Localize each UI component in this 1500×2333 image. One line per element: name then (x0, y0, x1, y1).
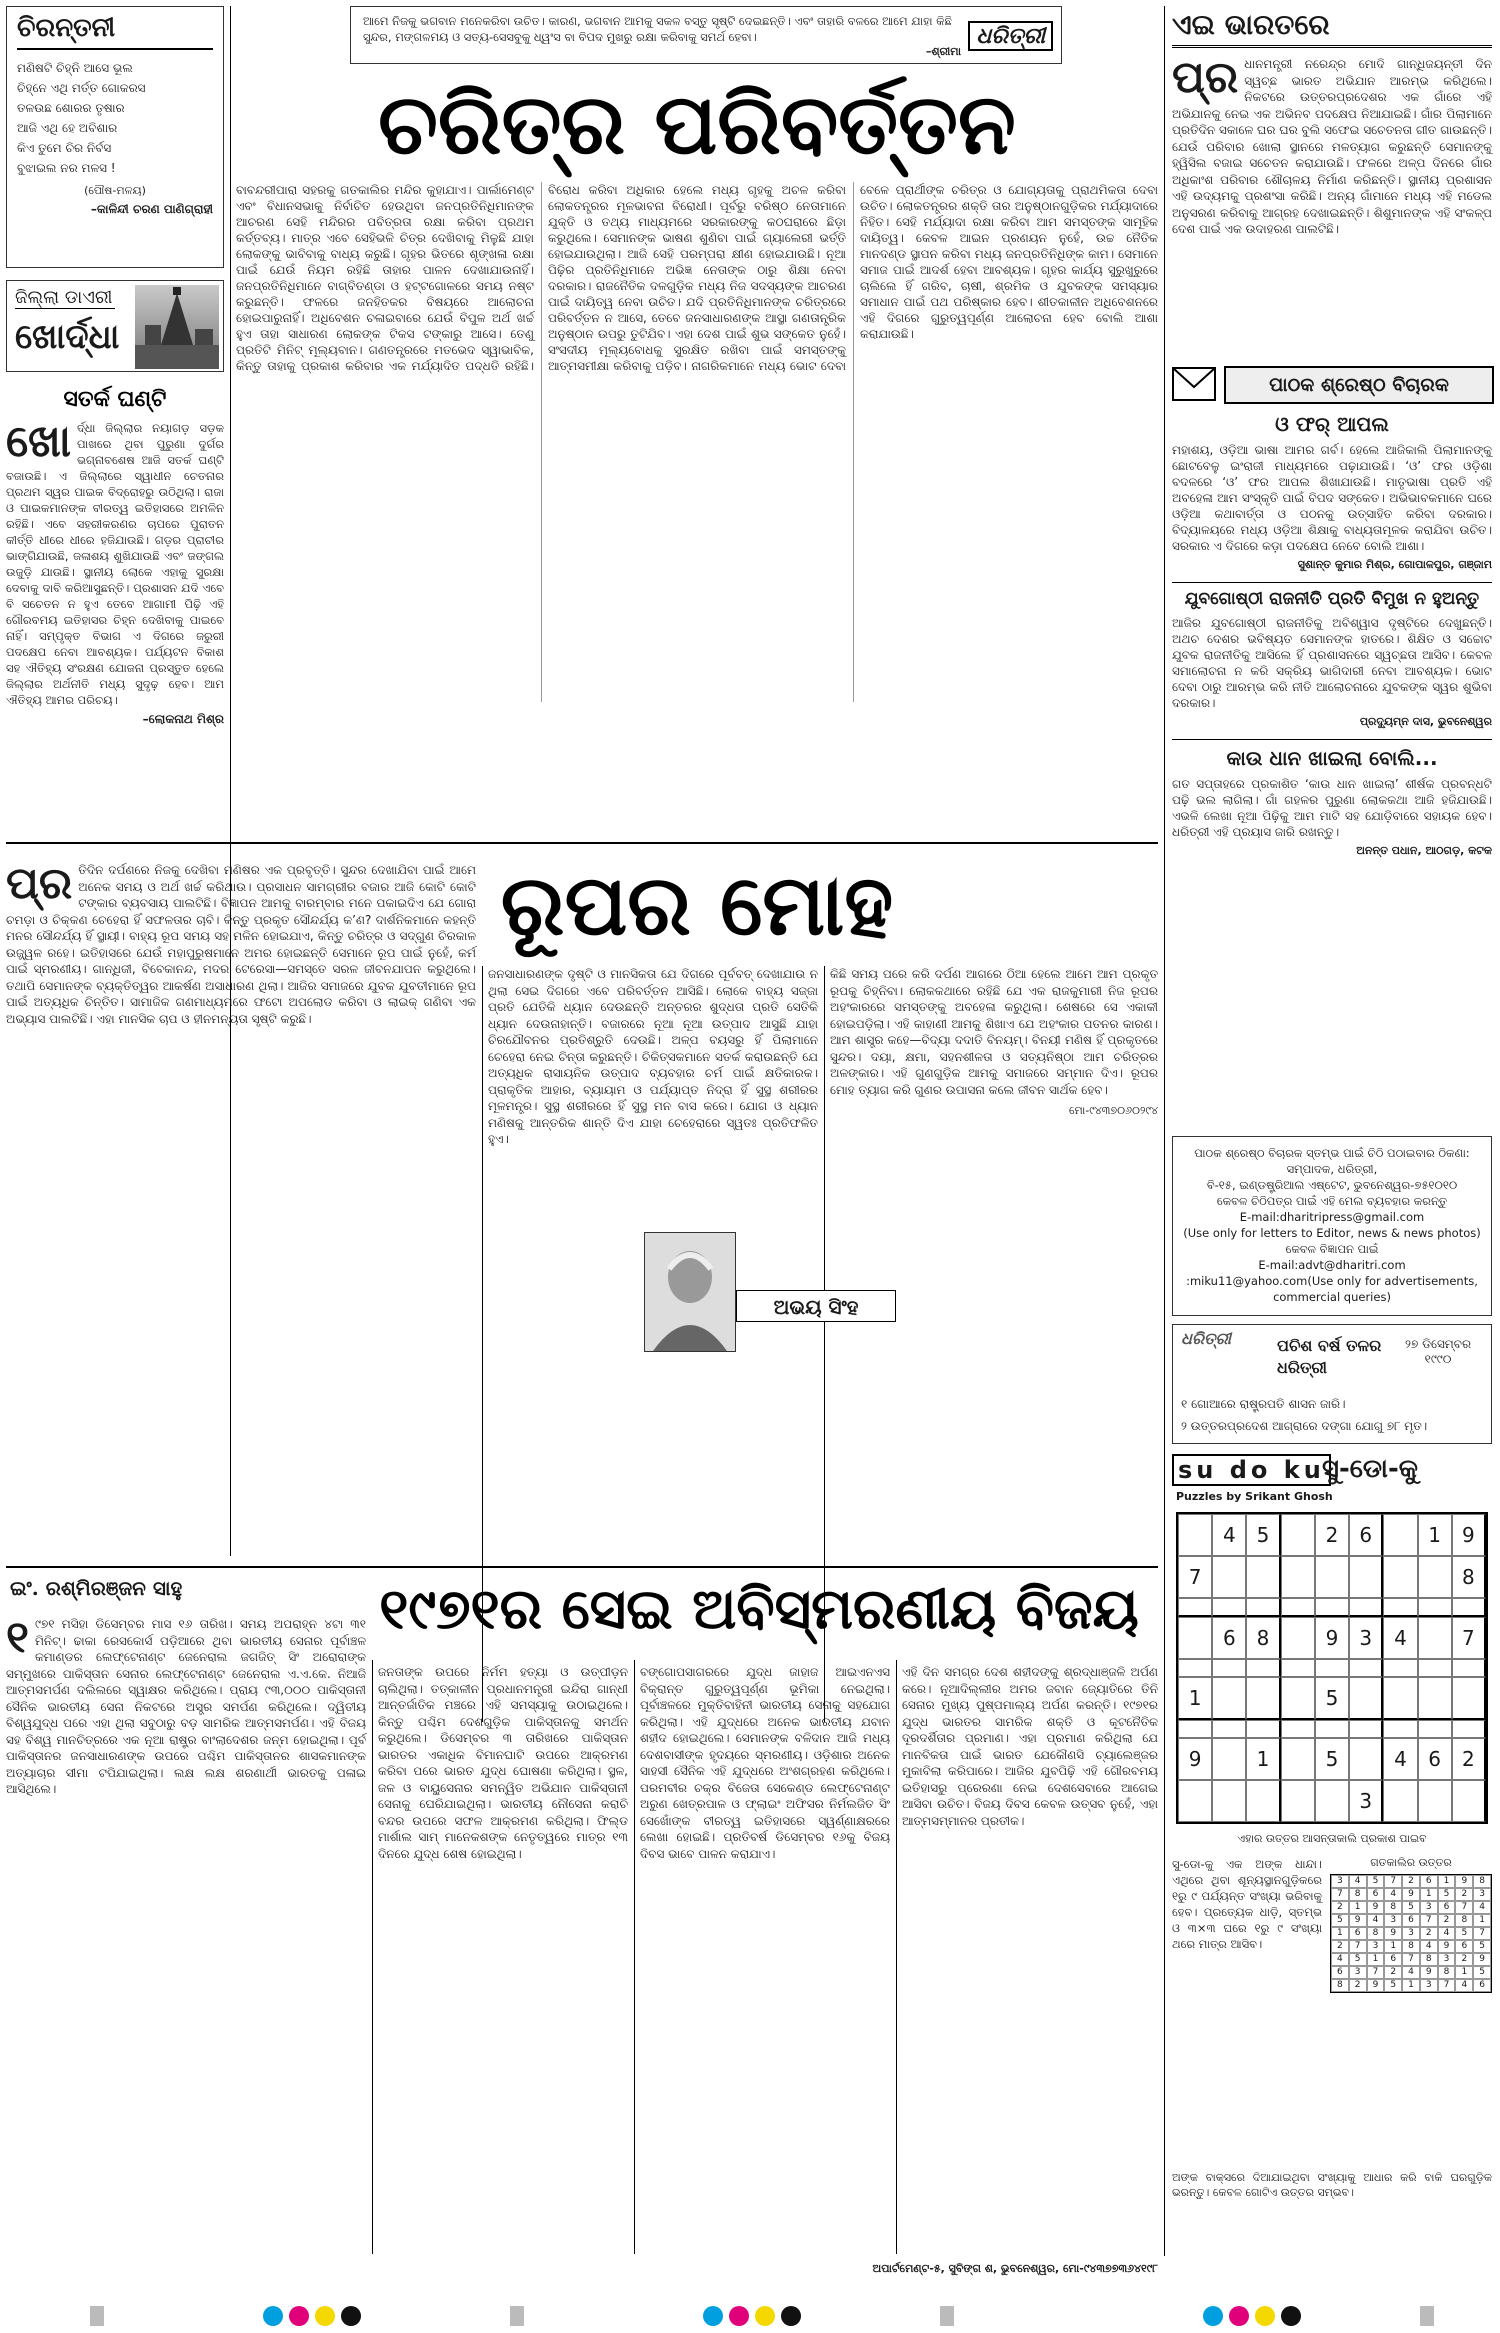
answer-cell: 7 (1331, 1888, 1349, 1901)
sudoku-cell[interactable] (1212, 1738, 1246, 1780)
answer-cell: 7 (1438, 1979, 1456, 1992)
answer-cell: 1 (1367, 1953, 1385, 1966)
sudoku-cell[interactable]: 9 (1452, 1514, 1486, 1556)
column-rule (634, 1660, 635, 2254)
sudoku-cell[interactable]: 5 (1246, 1514, 1280, 1556)
chirantani-poem (17, 58, 213, 178)
satarka-byline: –ଲୋକନାଥ ମିଶ୍ର (142, 712, 224, 726)
sudoku-cell[interactable] (1452, 1720, 1486, 1738)
answer-cell: 1 (1438, 1875, 1456, 1888)
sudoku-cell[interactable] (1383, 1514, 1417, 1556)
pachisha-box (1172, 1324, 1492, 1444)
sudoku-cell[interactable] (1281, 1556, 1315, 1598)
contact-box (1172, 1136, 1492, 1316)
pachisha-item: ୧ ଗୋଆରେ ରାଷ୍ଟ୍ରପତି ଶାସନ ଜାରି। (1181, 1397, 1346, 1411)
dharitri-logo: ଧରିତ୍ରୀ (968, 21, 1053, 51)
pachisha-date: ୨୭ ଡିସେମ୍ବର ୧୯୯୦ (1404, 1337, 1472, 1366)
author-name: ଅଭୟ ସିଂହ (736, 1290, 896, 1322)
rupara-headline: ରୂପର ମୋହ (500, 855, 894, 954)
zilla-label: ଜିଲ୍ଲା ଡାଏରୀ (15, 287, 115, 309)
answer-cell: 8 (1473, 1875, 1491, 1888)
sudoku-cell[interactable] (1349, 1598, 1383, 1617)
letter-body: ମହାଶୟ, ଓଡ଼ିଆ ଭାଷା ଆମର ଗର୍ବ। ହେଲେ ଆଜିକାଲି ପିଲାମାନଙ୍କୁ ଛୋଟବେଳୁ ଇଂରାଜୀ ମାଧ୍ୟମରେ ପଢ଼ାଯାଉଛି। ‘ଓ’ ଫର ଓଡ଼ିଶା ବଦଳରେ ‘ଓ’ ଫର ଆପଲ ଶିଖାଯାଉଛି। ମାତୃଭାଷା ପ୍ରତି ଏହି ଅବହେଳା ଆମ ସଂସ୍କୃତି ପାଇଁ ବିପଦ ସଙ୍କେତ। ଅଭିଭାବକମାନେ ଘରେ ଓଡ଼ିଆ କଥାବାର୍ତ୍ତା ଓ ପଠନକୁ ଉତ୍ସାହିତ କରିବା ଦରକାର। ବିଦ୍ୟାଳୟରେ ମଧ୍ୟ ଓଡ଼ିଆ ଶିକ୍ଷାକୁ ବାଧ୍ୟତାମୂଳକ କରାଯିବା ଉଚିତ। ସରକାର ଏ ଦିଗରେ କଡ଼ା ପଦକ୍ଷେପ ନେବେ ବୋଲି ଆଶା। (1172, 443, 1492, 553)
answer-cell: 6 (1473, 1979, 1491, 1992)
bijaya-col1-text: ୯୭୧ ମସିହା ଡିସେମ୍ବର ମାସ ୧୬ ତାରିଖ। ସମୟ ଅପରାହ୍ନ ୪ଟା ୩୧ ମିନିଟ୍। ଢାକା ରେସକୋର୍ସ ପଡ଼ିଆରେ ଥିବା ଭାରତୀୟ ସେନାର ପୂର୍ବାଞ୍ଚଳ କମାଣ୍ଡର ଲେଫ୍ଟେନାଣ୍ଟ ଜେନେରାଲ ଜଗଜିତ୍ ସିଂ ଅରୋରାଙ୍କ ସମ୍ମୁଖରେ ପାକିସ୍ତାନ ସେନାର ଲେଫ୍ଟେନାଣ୍ଟ ଜେନେରାଲ ଏ.ଏ.କେ. ନିଆଜି ଆତ୍ମସମର୍ପଣ ଦଲିଲରେ ସ୍ୱାକ୍ଷର କରିଥିଲେ। ପ୍ରାୟ ୯୩,୦୦୦ ପାକିସ୍ତାନୀ ସୈନିକ ଭାରତୀୟ ସେନା ନିକଟରେ ଅସ୍ତ୍ର ସମର୍ପଣ କରିଥିଲେ। ଦ୍ୱିତୀୟ ବିଶ୍ୱଯୁଦ୍ଧ ପରେ ଏହା ଥିଲା ସବୁଠାରୁ ବଡ଼ ସାମରିକ ଆତ୍ମସମର୍ପଣ। ଏହି ବିଜୟ ସହ ବିଶ୍ୱ ମାନଚିତ୍ରରେ ଏକ ନୂଆ ରାଷ୍ଟ୍ର ବାଂଲାଦେଶର ଜନ୍ମ ହୋଇଥିଲା। ପୂର୍ବ ପାକିସ୍ତାନର ଜନସାଧାରଣଙ୍କ ଉପରେ ପଶ୍ଚିମ ପାକିସ୍ତାନର ଶାସକମାନଙ୍କ ଅତ୍ୟାଚାର ସୀମା ଟପିଯାଇଥିଲା। ଲକ୍ଷ ଲକ୍ଷ ଶରଣାର୍ଥୀ ଭାରତକୁ ପଳାଇ ଆସିଥିଲେ। (6, 1617, 366, 1796)
answer-cell: 2 (1438, 1914, 1456, 1927)
hakara-logo: ଏଇ ଭାରତରେ (1172, 8, 1492, 48)
cyan-mark (1203, 2306, 1223, 2326)
poem-line: କିଏ ତୁମେ ଚିର ନିର୍ବସ (17, 141, 112, 155)
answer-cell: 3 (1384, 1914, 1402, 1927)
sudoku-cell[interactable] (1383, 1556, 1417, 1598)
section-rule (6, 842, 1158, 844)
answer-cell: 3 (1331, 1875, 1349, 1888)
sudoku-prev (1330, 1856, 1492, 2056)
answer-cell: 8 (1420, 1953, 1438, 1966)
sudoku-answer-grid (1330, 1874, 1492, 1993)
contact-line: କେବଳ ଚିଠିପତ୍ର ପାଇଁ ଏହି ମେଲ ବ୍ୟବହାର କରନ୍ତୁ (1216, 1194, 1448, 1208)
sudoku-answer-note: ଏହାର ଉତ୍ତର ଆସନ୍ତାକାଲି ପ୍ରକାଶ ପାଇବ (1237, 1832, 1427, 1845)
answer-cell: 8 (1402, 1940, 1420, 1953)
pathaka-banner (1172, 364, 1492, 404)
answer-cell: 6 (1367, 1888, 1385, 1901)
sudoku-cell[interactable] (1418, 1659, 1452, 1677)
answer-cell: 7 (1384, 1875, 1402, 1888)
sudoku-cell[interactable]: 6 (1212, 1617, 1246, 1659)
yellow-mark (1255, 2306, 1275, 2326)
magenta-mark (289, 2306, 309, 2326)
zilla-box (6, 280, 224, 372)
rupara-mid-text: ଜନସାଧାରଣଙ୍କ ଦୃଷ୍ଟି ଓ ମାନସିକତା ଯେ ଦିଗରେ ପୂର୍ବବତ୍ ଦେଖାଯାଉ ନ ଥିଲା ସେଇ ଦିଗରେ ଏବେ ପରିବର୍ତ୍ତନ ଆସିଛି। ଲୋକେ ବାହ୍ୟ ସଜ୍ଜା ପ୍ରତି ଯେତିକି ଧ୍ୟାନ ଦେଉଛନ୍ତି ଅନ୍ତରର ଶୁଦ୍ଧତା ପ୍ରତି ସେତିକି ଧ୍ୟାନ ଦେଉନାହାନ୍ତି। ବଜାରରେ ନୂଆ ନୂଆ ଉତ୍ପାଦ ଆସୁଛି ଯାହା ଚିରଯୌବନର ପ୍ରତିଶ୍ରୁତି ଦେଉଛି। ଅଳ୍ପ ବୟସରୁ ହିଁ ପିଲାମାନେ ଚେହେରା ନେଇ ଚିନ୍ତା କରୁଛନ୍ତି। ଚିକିତ୍ସକମାନେ ସତର୍କ କରାଉଛନ୍ତି ଯେ ଅତ୍ୟଧିକ ରାସାୟନିକ ଉତ୍ପାଦ ବ୍ୟବହାର ଚର୍ମ ପାଇଁ କ୍ଷତିକାରକ। ପ୍ରାକୃତିକ ଆହାର, ବ୍ୟାୟାମ ଓ ପର୍ଯ୍ୟାପ୍ତ ନିଦ୍ରା ହିଁ ସୁସ୍ଥ ଶରୀରର ମୂଳମନ୍ତ୍ର। ସୁସ୍ଥ ଶରୀରରେ ହିଁ ସୁସ୍ଥ ମନ ବାସ କରେ। ଯୋଗ ଓ ଧ୍ୟାନ ମଣିଷକୁ ଆନ୍ତରିକ ଶାନ୍ତି ଦିଏ ଯାହା ଚେହେରାରେ ସ୍ୱତଃ ପ୍ରତିଫଳିତ ହୁଏ। (488, 967, 818, 1146)
answer-cell: 9 (1349, 1914, 1367, 1927)
answer-cell: 5 (1402, 1901, 1420, 1914)
sudoku-cell[interactable]: 2 (1452, 1738, 1486, 1780)
sudoku-cell[interactable] (1418, 1556, 1452, 1598)
answer-cell: 2 (1455, 1953, 1473, 1966)
bijaya-headline: ୧୯୭୧ର ସେଇ ଅବିସ୍ମରଣୀୟ ବିଜୟ (379, 1576, 1139, 1642)
hakara-body (1172, 52, 1492, 238)
answer-cell: 6 (1402, 1914, 1420, 1927)
sudoku-cell[interactable] (1281, 1780, 1315, 1822)
sudoku-cell[interactable]: 7 (1178, 1556, 1212, 1598)
black-mark (781, 2306, 801, 2326)
answer-cell: 2 (1349, 1979, 1367, 1992)
sudoku-cell[interactable] (1178, 1659, 1212, 1677)
sudoku-cell[interactable] (1315, 1780, 1349, 1822)
answer-cell: 4 (1438, 1927, 1456, 1940)
answer-cell: 8 (1349, 1888, 1367, 1901)
sudoku-cell[interactable] (1349, 1720, 1383, 1738)
answer-cell: 7 (1349, 1940, 1367, 1953)
color-marks (700, 2306, 804, 2330)
sudoku-cell[interactable] (1452, 1659, 1486, 1677)
hakara-text: ଧାନମନ୍ତ୍ରୀ ନରେନ୍ଦ୍ର ମୋଦି ଗାନ୍ଧିଜୟନ୍ତୀ ଦିନ ସ୍ୱଚ୍ଛ ଭାରତ ଅଭିଯାନ ଆରମ୍ଭ କରିଥିଲେ। ନିକଟରେ ଉତ୍ତରପ୍ରଦେଶର ଏକ ଗାଁରେ ଏହି ଅଭିଯାନକୁ ନେଇ ଏକ ଅଭିନବ ପଦକ୍ଷେପ ନିଆଯାଇଛି। ଗାଁର ପିଲାମାନେ ପ୍ରତିଦିନ ସକାଳେ ଘର ଘର ବୁଲି ସଫେଇ ସଚେତନତା ଗୀତ ଗାଉଛନ୍ତି। ଯେଉଁ ପରିବାର ଖୋଲା ସ୍ଥାନରେ ମଳତ୍ୟାଗ କରୁଛନ୍ତି ସେମାନଙ୍କୁ ହ୍ୱିସିଲ ବଜାଇ ସଚେତନ କରାଯାଉଛି। ଫଳରେ ଅଳ୍ପ ଦିନରେ ଗାଁର ଅଧିକାଂଶ ପରିବାର ଶୌଚାଳୟ ନିର୍ମାଣ କରିଛନ୍ତି। ସ୍ଥାନୀୟ ପ୍ରଶାସନ ଏହି ଉଦ୍ୟମକୁ ପ୍ରଶଂସା କରିଛି। ଅନ୍ୟ ଗାଁମାନେ ମଧ୍ୟ ଏହି ମଡେଲ ଅନୁସରଣ କରିବାକୁ ଆଗ୍ରହ ଦେଖାଇଛନ୍ତି। ଶିଶୁମାନଙ୍କ ଏହି ସଂକଳ୍ପ ଦେଶ ପାଇଁ ଏକ ଉଦାହରଣ ପାଲଟିଛି। (1172, 57, 1492, 236)
sudoku-cell[interactable] (1212, 1598, 1246, 1617)
sudoku-prev-label: ଗତକାଲିର ଉତ୍ତର (1370, 1856, 1452, 1869)
letter-byline: ପ୍ରଦ୍ୟୁମ୍ନ ଦାସ, ଭୁବନେଶ୍ୱର (1359, 715, 1492, 728)
answer-cell: 9 (1384, 1927, 1402, 1940)
contact-note: (Use only for letters to Editor, news & news photos) (1183, 1226, 1481, 1240)
satarka-body (6, 416, 224, 708)
dropcap: ପ୍ର (1172, 52, 1239, 103)
answer-cell: 3 (1402, 1927, 1420, 1940)
sudoku-sub: Puzzles by Srikant Ghosh (1176, 1490, 1333, 1503)
temple-icon (135, 285, 219, 369)
sudoku-cell[interactable] (1281, 1617, 1315, 1659)
sudoku-cell[interactable] (1349, 1677, 1383, 1720)
yellow-mark (315, 2306, 335, 2326)
sudoku-cell[interactable] (1315, 1598, 1349, 1617)
sudoku-cell[interactable] (1246, 1780, 1280, 1822)
answer-cell: 1 (1384, 1940, 1402, 1953)
envelope-icon (1172, 367, 1216, 401)
sudoku-cell[interactable]: 7 (1452, 1617, 1486, 1659)
letters (1172, 412, 1492, 1132)
sudoku-header (1172, 1454, 1492, 1510)
letter-body: ଗତ ସପ୍ତାହରେ ପ୍ରକାଶିତ ‘କାଉ ଧାନ ଖାଇଲା’ ଶୀର୍ଷକ ପ୍ରବନ୍ଧଟି ପଢ଼ି ଭଲ ଲାଗିଲା। ଗାଁ ଗହଳର ପୁରୁଣା ଲୋକକଥା ଆଜି ହଜିଯାଉଛି। ଏଭଳି ଲେଖା ନୂଆ ପିଢ଼ିକୁ ଆମ ମାଟି ସହ ଯୋଡ଼ିବାରେ ସହାୟକ ହେବ। ଧରିତ୍ରୀ ଏହି ପ୍ରୟାସ ଜାରି ରଖନ୍ତୁ। (1172, 777, 1492, 839)
sudoku-cell[interactable] (1212, 1677, 1246, 1720)
grey-bar (1420, 2306, 1434, 2326)
sudoku-cell[interactable] (1246, 1598, 1280, 1617)
answer-cell: 3 (1473, 1888, 1491, 1901)
answer-cell: 4 (1420, 1940, 1438, 1953)
sudoku-cell[interactable] (1383, 1720, 1417, 1738)
bijaya-col3-text: ବଙ୍ଗୋପସାଗରରେ ଯୁଦ୍ଧ ଜାହାଜ ଆଇଏନଏସ ବିକ୍ରାନ୍ତ ଗୁରୁତ୍ୱପୂର୍ଣ୍ଣ ଭୂମିକା ନେଇଥିଲା। ପୂର୍ବାଞ୍ଚଳରେ ମୁକ୍ତିବାହିନୀ ଭାରତୀୟ ସେନାକୁ ସହଯୋଗ କରିଥିଲା। ଏହି ଯୁଦ୍ଧରେ ଅନେକ ଭାରତୀୟ ଯବାନ ଶହୀଦ ହୋଇଥିଲେ। ସେମାନଙ୍କ ବଳିଦାନ ଆଜି ମଧ୍ୟ ଦେଶବାସୀଙ୍କ ହୃଦୟରେ ସ୍ମରଣୀୟ। ଓଡ଼ିଶାର ଅନେକ ସାହସୀ ସୈନିକ ଏହି ଯୁଦ୍ଧରେ ଅଂଶଗ୍ରହଣ କରିଥିଲେ। ପରମବୀର ଚକ୍ର ବିଜେତା ସେକେଣ୍ଡ ଲେଫ୍ଟେନାଣ୍ଟ ଅରୁଣ ଖେତ୍ରପାଳ ଓ ଫ୍ଲାଇଂ ଅଫିସର ନିର୍ମଲଜିତ ସିଂ ସେଖୋଁଙ୍କ ବୀରତ୍ୱ ଇତିହାସରେ ସ୍ୱର୍ଣ୍ଣାକ୍ଷରରେ ଲେଖା ହୋଇଛି। ପ୍ରତିବର୍ଷ ଡିସେମ୍ବର ୧୬କୁ ବିଜୟ ଦିବସ ଭାବେ ପାଳନ କରାଯାଏ। (640, 1665, 890, 1861)
sudoku-cell[interactable] (1418, 1677, 1452, 1720)
answer-cell: 5 (1473, 1940, 1491, 1953)
letter-byline: ଅନନ୍ତ ପଧାନ, ଆଠଗଡ଼, କଟକ (1356, 844, 1492, 857)
answer-cell: 2 (1455, 1888, 1473, 1901)
black-mark (1281, 2306, 1301, 2326)
answer-cell: 2 (1420, 1927, 1438, 1940)
answer-cell: 6 (1349, 1927, 1367, 1940)
yellow-mark (755, 2306, 775, 2326)
chirantani-box (6, 6, 224, 268)
sudoku-cell[interactable] (1418, 1780, 1452, 1822)
sudoku-cell[interactable] (1315, 1556, 1349, 1598)
sudoku-cell[interactable] (1383, 1780, 1417, 1822)
bijaya-col2-text: ଜନତାଙ୍କ ଉପରେ ନିର୍ମମ ହତ୍ୟା ଓ ଉତ୍ପୀଡ଼ନ ଚାଲିଥିଲା। ତତ୍କାଳୀନ ପ୍ରଧାନମନ୍ତ୍ରୀ ଇନ୍ଦିରା ଗାନ୍ଧୀ ଆନ୍ତର୍ଜାତିକ ମଞ୍ଚରେ ଏହି ସମସ୍ୟାକୁ ଉଠାଇଥିଲେ। କିନ୍ତୁ ପଶ୍ଚିମ ଦେଶଗୁଡ଼ିକ ପାକିସ୍ତାନକୁ ସମର୍ଥନ କରୁଥିଲେ। ଡିସେମ୍ବର ୩ ତାରିଖରେ ପାକିସ୍ତାନ ଭାରତର ଏକାଧିକ ବିମାନଘାଟି ଉପରେ ଆକ୍ରମଣ କରିବା ପରେ ଭାରତ ଯୁଦ୍ଧ ଘୋଷଣା କରିଥିଲା। ସ୍ଥଳ, ଜଳ ଓ ବାୟୁସେନାର ସମନ୍ୱିତ ଅଭିଯାନ ପାକିସ୍ତାନୀ ସେନାକୁ ଘେରିଯାଇଥିଲା। ଭାରତୀୟ ନୌସେନା କରାଚି ବନ୍ଦର ଉପରେ ସଫଳ ଆକ୍ରମଣ କରିଥିଲା। ଫିଲ୍ଡ ମାର୍ଶାଲ ସାମ୍ ମାନେକଶଙ୍କ ନେତୃତ୍ୱରେ ମାତ୍ର ୧୩ ଦିନରେ ଯୁଦ୍ଧ ଶେଷ ହୋଇଥିଲା। (378, 1665, 628, 1861)
quote-source: –ଶ୍ରୀମା (925, 45, 961, 58)
answer-cell: 5 (1367, 1875, 1385, 1888)
sudoku-grid[interactable] (1176, 1512, 1488, 1824)
sudoku-cell[interactable] (1383, 1659, 1417, 1677)
sudoku-rules-text: ସୁ-ଡୋ-କୁ ଏକ ଅଙ୍କ ଧାନ୍ଦା। ଏଥିରେ ଥିବା ଶୂନ୍ୟସ୍ଥାନଗୁଡ଼ିକରେ ୧ରୁ ୯ ପର୍ଯ୍ୟନ୍ତ ସଂଖ୍ୟା ଭରିବାକୁ ହେବ। ପ୍ରତ୍ୟେକ ଧାଡ଼ି, ସ୍ତମ୍ଭ ଓ ୩×୩ ଘରେ ୧ରୁ ୯ ସଂଖ୍ୟା ଥରେ ମାତ୍ର ଆସିବ। (1172, 1857, 1322, 1951)
answer-cell: 3 (1438, 1953, 1456, 1966)
dropcap: ଖୋ (6, 416, 71, 467)
letter-title: କାଉ ଧାନ ଖାଇଲା ବୋଲି... (1172, 739, 1492, 770)
sudoku-cell[interactable] (1246, 1720, 1280, 1738)
answer-cell: 3 (1420, 1901, 1438, 1914)
answer-cell: 9 (1473, 1953, 1491, 1966)
sudoku-logo-odia: ସୁ-ଡୋ-କୁ (1322, 1454, 1418, 1484)
sudoku-cell[interactable]: 4 (1383, 1738, 1417, 1780)
answer-cell: 7 (1420, 1914, 1438, 1927)
answer-cell: 4 (1367, 1914, 1385, 1927)
sudoku-cell[interactable]: 1 (1178, 1677, 1212, 1720)
black-mark (341, 2306, 361, 2326)
contact-email[interactable]: E-mail:dharitripress@gmail.com (1239, 1210, 1425, 1224)
sudoku-cell[interactable] (1281, 1514, 1315, 1556)
answer-cell: 8 (1367, 1927, 1385, 1940)
lead-body (236, 182, 1158, 702)
bijaya-author: ଇଂ. ରଶ୍ମିରଞ୍ଜନ ସାହୁ (10, 1576, 183, 1600)
answer-cell: 1 (1473, 1914, 1491, 1927)
bijaya-col3 (640, 1664, 890, 2254)
letter-body: ଆଜିର ଯୁବଗୋଷ୍ଠୀ ରାଜନୀତିକୁ ଅବିଶ୍ୱାସ ଦୃଷ୍ଟିରେ ଦେଖୁଛନ୍ତି। ଅଥଚ ଦେଶର ଭବିଷ୍ୟତ ସେମାନଙ୍କ ହାତରେ। ଶିକ୍ଷିତ ଓ ସଚ୍ଚୋଟ ଯୁବକ ରାଜନୀତିକୁ ଆସିଲେ ହିଁ ପ୍ରଶାସନରେ ସ୍ୱଚ୍ଛତା ଆସିବ। କେବଳ ସମାଲୋଚନା ନ କରି ସକ୍ରିୟ ଭାଗିଦାରୀ ନେବା ଆବଶ୍ୟକ। ଭୋଟ ଦେବା ଠାରୁ ଆରମ୍ଭ କରି ନୀତି ଆଲୋଚନାରେ ଯୁବକଙ୍କ ସ୍ୱର ଶୁଭିବା ଦରକାର। (1172, 616, 1492, 710)
magenta-mark (1229, 2306, 1249, 2326)
pachisha-logo: ଧରିତ୍ରୀ (1181, 1329, 1231, 1348)
answer-cell: 4 (1349, 1875, 1367, 1888)
sudoku-cell[interactable] (1178, 1598, 1212, 1617)
dropcap: ୧ (6, 1612, 29, 1663)
zilla-name: ଖୋର୍ଦ୍ଧା (15, 317, 120, 357)
answer-cell: 8 (1331, 1979, 1349, 1992)
answer-cell: 1 (1331, 1927, 1349, 1940)
sudoku-cell[interactable]: 6 (1349, 1514, 1383, 1556)
sudoku-cell[interactable]: 9 (1178, 1738, 1212, 1780)
sudoku-cell[interactable] (1418, 1598, 1452, 1617)
contact-email[interactable]: :miku11@yahoo.com(Use only for advertisements, commercial queries) (1186, 1274, 1478, 1304)
author-photo (644, 1232, 736, 1352)
sudoku-cell[interactable] (1315, 1659, 1349, 1677)
sudoku-cell[interactable] (1452, 1598, 1486, 1617)
answer-cell: 9 (1367, 1979, 1385, 1992)
answer-cell: 6 (1331, 1966, 1349, 1979)
bijaya-col2 (378, 1664, 628, 2254)
answer-cell: 2 (1402, 1875, 1420, 1888)
sudoku-cell[interactable] (1281, 1598, 1315, 1617)
sudoku-cell[interactable] (1349, 1738, 1383, 1780)
sudoku-cell[interactable]: 1 (1246, 1738, 1280, 1780)
answer-cell: 5 (1438, 1888, 1456, 1901)
sudoku-cell[interactable] (1349, 1556, 1383, 1598)
sudoku-cell[interactable] (1418, 1617, 1452, 1659)
satarka-text: ର୍ଦ୍ଧା ଜିଲ୍ଲାର ନୟାଗଡ଼ ସଡ଼କ ପାଖରେ ଥିବା ପୁରୁଣା ଦୁର୍ଗର ଭଗ୍ନାବଶେଷ ଆଜି ସତର୍କ ଘଣ୍ଟି ବଜାଉଛି। ଏ ଜିଲ୍ଲାରେ ସ୍ୱାଧୀନ ଚେତନାର ପ୍ରଥମ ସ୍ୱର ପାଇକ ବିଦ୍ରୋହରୁ ଉଠିଥିଲା। ରାଜା ଓ ପାଇକମାନଙ୍କ ବୀରତ୍ୱ ଇତିହାସରେ ଅମଳିନ ରହିଛି। ଏବେ ସହରୀକରଣର ଚାପରେ ପୁରାତନ କୀର୍ତ୍ତି ଧୀରେ ଧୀରେ ହଜିଯାଉଛି। ଗଡ଼ର ପ୍ରାଚୀର ଭାଙ୍ଗିଯାଉଛି, ଜଳାଶୟ ଶୁଖିଯାଉଛି ଏବଂ ଜଙ୍ଗଲ ଉଜୁଡ଼ି ଯାଉଛି। ସ୍ଥାନୀୟ ଲୋକେ ଏହାକୁ ସୁରକ୍ଷା ଦେବାକୁ ଦାବି କରିଆସୁଛନ୍ତି। ପ୍ରଶାସନ ଯଦି ଏବେ ବି ସଚେତନ ନ ହୁଏ ତେବେ ଆଗାମୀ ପିଢ଼ି ଏହି ଗୌରବମୟ ଇତିହାସର ଚିହ୍ନ ଦେଖିବାକୁ ପାଇବେ ନାହିଁ। ସମ୍ପୃକ୍ତ ବିଭାଗ ଏ ଦିଗରେ ଜରୁରୀ ପଦକ୍ଷେପ ନେବା ଆବଶ୍ୟକ। ପର୍ଯ୍ୟଟନ ବିକାଶ ସହ ଐତିହ୍ୟ ସଂରକ୍ଷଣ ଯୋଜନା ପ୍ରସ୍ତୁତ ହେଲେ ଜିଲ୍ଲାର ଅର୍ଥନୀତି ମଧ୍ୟ ସୁଦୃଢ଼ ହେବ। ଆମ ଐତିହ୍ୟ ଆମର ପରିଚୟ। (6, 421, 224, 707)
answer-cell: 6 (1438, 1901, 1456, 1914)
chirantani-heading: ଚିରନ୍ତନୀ (17, 13, 213, 50)
letter-title: ଯୁବଗୋଷ୍ଠୀ ରାଜନୀତି ପ୍ରତି ବିମୁଖ ନ ହୁଅନ୍ତୁ (1172, 582, 1492, 609)
answer-cell: 5 (1455, 1927, 1473, 1940)
magenta-mark (729, 2306, 749, 2326)
poem-line: ଚିହ୍ନେ ଏଥି ମର୍ତ୍ତ ଗୋକରସ (17, 81, 146, 95)
author-portrait-icon (645, 1233, 735, 1351)
contact-line: କେବଳ ବିଜ୍ଞାପନ ପାଇଁ (1285, 1242, 1379, 1256)
poem-line: ଆଜି ଏଥି ହେ ଅବିଶାର (17, 121, 118, 135)
answer-cell: 7 (1455, 1901, 1473, 1914)
sudoku-cell[interactable] (1246, 1556, 1280, 1598)
lead-text: ବାବନ୍ଦରୀପାରା ସହରକୁ ଗତକାଲିର ମନ୍ଦିର କୁହାଯାଏ। ପାର୍ଲାମେଣ୍ଟ ଏବଂ ବିଧାନସଭାକୁ ନିର୍ବାଚିତ ହେଉଥିବା ଜନପ୍ରତିନିଧିମାନଙ୍କ ଆଚରଣ ସେହି ମନ୍ଦିରର ପବିତ୍ରତା ରକ୍ଷା କରିବା ପ୍ରଥମ କର୍ତ୍ତବ୍ୟ। ମାତ୍ର ଏବେ ସେହିଭଳି ଚିତ୍ର ଦେଖିବାକୁ ମିଳୁଛି ଯାହା ଲୋକଙ୍କୁ ଭାବିବାକୁ ବାଧ୍ୟ କରୁଛି। ଗୃହର ଭିତରେ ଶୃଙ୍ଖଳା ରକ୍ଷା ପାଇଁ ଯେଉଁ ନିୟମ ରହିଛି ତାହାର ପାଳନ ଦେଖାଯାଉନାହିଁ। ଜନପ୍ରତିନିଧିମାନେ ବାଗ୍ବିତଣ୍ଡା ଓ ହଟ୍ଟଗୋଳରେ ସମୟ ନଷ୍ଟ କରୁଛନ୍ତି। ଫଳରେ ଜନହିତକର ବିଷୟରେ ଆଲୋଚନା ହୋଇପାରୁନାହିଁ। ଅଧିବେଶନ ଚଳାଇବାରେ ଯେଉଁ ବିପୁଳ ଅର୍ଥ ଖର୍ଚ୍ଚ ହୁଏ ତାହା ସାଧାରଣ ଲୋକଙ୍କ ଟିକସ ଟଙ୍କାରୁ ଆସେ। ତେଣୁ ପ୍ରତିଟି ମିନିଟ୍ ମୂଲ୍ୟବାନ। ଗଣତନ୍ତ୍ରରେ ମତଭେଦ ସ୍ୱାଭାବିକ, କିନ୍ତୁ ତାହାକୁ ପ୍ରକାଶ କରିବାର ଏକ ମର୍ଯ୍ୟାଦିତ ପଦ୍ଧତି ରହିଛି। ବିରୋଧ କରିବା ଅଧିକାର ହେଲେ ମଧ୍ୟ ଗୃହକୁ ଅଚଳ କରିବା ଲୋକତନ୍ତ୍ରର ମୂଳଭାବନା ବିରୋଧୀ। ପୂର୍ବରୁ ବରିଷ୍ଠ ନେତାମାନେ ଯୁକ୍ତି ଓ ତଥ୍ୟ ମାଧ୍ୟମରେ ସରକାରଙ୍କୁ କଠଘରାରେ ଛିଡ଼ା କରୁଥିଲେ। ସେମାନଙ୍କ ଭାଷଣ ଶୁଣିବା ପାଇଁ ଗ୍ୟାଲେରୀ ଭର୍ତ୍ତି ହୋଇଯାଉଥିଲା। ଆଜି ସେହି ପରମ୍ପରା କ୍ଷୀଣ ହୋଇଯାଉଛି। ନୂଆ ପିଢ଼ିର ପ୍ରତିନିଧିମାନେ ଅଭିଜ୍ଞ ନେତାଙ୍କ ଠାରୁ ଶିକ୍ଷା ନେବା ଦରକାର। ରାଜନୈତିକ ଦଳଗୁଡ଼ିକ ମଧ୍ୟ ନିଜ ସଦସ୍ୟଙ୍କ ଆଚରଣ ପାଇଁ ଦାୟିତ୍ୱ ନେବା ଉଚିତ। ଯଦି ପ୍ରତିନିଧିମାନଙ୍କ ଚରିତ୍ରରେ ପରିବର୍ତ୍ତନ ନ ଆସେ, ତେବେ ଜନସାଧାରଣଙ୍କ ଆସ୍ଥା ଗଣତାନ୍ତ୍ରିକ ଅନୁଷ୍ଠାନ ଉପରୁ ତୁଟିଯିବ। ଏହା ଦେଶ ପାଇଁ ଶୁଭ ସଙ୍କେତ ନୁହେଁ। ସଂସଦୀୟ ମୂଲ୍ୟବୋଧକୁ ସୁରକ୍ଷିତ ରଖିବା ପାଇଁ ସମସ୍ତଙ୍କୁ ଆତ୍ମସମୀକ୍ଷା କରିବାକୁ ପଡ଼ିବ। ନାଗରିକମାନେ ମଧ୍ୟ ଭୋଟ ଦେବା ବେଳେ ପ୍ରାର୍ଥୀଙ୍କ ଚରିତ୍ର ଓ ଯୋଗ୍ୟତାକୁ ପ୍ରାଥମିକତା ଦେବା ଉଚିତ। ଲୋକତନ୍ତ୍ରର ଶକ୍ତି ତାର ଅନୁଷ୍ଠାନଗୁଡ଼ିକର ମର୍ଯ୍ୟାଦାରେ ନିହିତ। ସେହି ମର୍ଯ୍ୟାଦା ରକ୍ଷା କରିବା ଆମ ସମସ୍ତଙ୍କ ସାମୂହିକ ଦାୟିତ୍ୱ। କେବଳ ଆଇନ ପ୍ରଣୟନ ନୁହେଁ, ଉଚ୍ଚ ନୈତିକ ମାନଦଣ୍ଡ ସ୍ଥାପନ କରିବା ମଧ୍ୟ ଜନପ୍ରତିନିଧିଙ୍କ କାମ। ସେମାନେ ସମାଜ ପାଇଁ ଆଦର୍ଶ ହେବା ଆବଶ୍ୟକ। ଗୃହର କାର୍ଯ୍ୟ ସୁରୁଖୁରୁରେ ଚାଲିଲେ ହିଁ ଗରିବ, ଚାଷୀ, ଶ୍ରମିକ ଓ ଯୁବକଙ୍କ ସମସ୍ୟାର ସମାଧାନ ପାଇଁ ପଥ ପରିଷ୍କାର ହେବ। ଶୀତକାଳୀନ ଅଧିବେଶନରେ ଏହି ଦିଗରେ ଗୁରୁତ୍ୱପୂର୍ଣ୍ଣ ଆଲୋଚନା ହେବ ବୋଲି ଆଶା କରାଯାଉଛି। (236, 183, 1158, 373)
sudoku-cell[interactable] (1178, 1514, 1212, 1556)
answer-cell: 7 (1473, 1927, 1491, 1940)
contact-email[interactable]: E-mail:advt@dharitri.com (1258, 1258, 1406, 1272)
sudoku-cell[interactable] (1281, 1677, 1315, 1720)
color-marks (1200, 2306, 1304, 2330)
sudoku-cell[interactable]: 3 (1349, 1617, 1383, 1659)
sudoku-cell[interactable] (1281, 1659, 1315, 1677)
rupara-text-left (6, 858, 476, 1027)
answer-cell: 2 (1331, 1940, 1349, 1953)
pachisha-item: ୨ ଉତ୍ତରପ୍ରଦେଶ ଆଗ୍ରାରେ ଦଙ୍ଗା ଯୋଗୁ ୭୮ ମୃତ। (1181, 1419, 1428, 1433)
sudoku-cell[interactable]: 3 (1349, 1780, 1383, 1822)
answer-cell: 3 (1420, 1979, 1438, 1992)
answer-cell: 4 (1455, 1979, 1473, 1992)
rupara-left-text: ତିଦିନ ଦର୍ପଣରେ ନିଜକୁ ଦେଖିବା ମଣିଷର ଏକ ପ୍ରବୃତ୍ତି। ସୁନ୍ଦର ଦେଖାଯିବା ପାଇଁ ଆମେ ଅନେକ ସମୟ ଓ ଅର୍ଥ ଖର୍ଚ୍ଚ କରିଥାଉ। ପ୍ରସାଧନ ସାମଗ୍ରୀର ବଜାର ଆଜି କୋଟି କୋଟି ଟଙ୍କାର ବ୍ୟବସାୟ ପାଲଟିଛି। ବିଜ୍ଞାପନ ଆମକୁ ବାରମ୍ବାର ମନେ ପକାଇଦିଏ ଯେ ଗୋରା ଚମଡ଼ା ଓ ଚିକ୍କଣ ଚେହେରା ହିଁ ସଫଳତାର ଚାବି। କିନ୍ତୁ ପ୍ରକୃତ ସୌନ୍ଦର୍ଯ୍ୟ କ’ଣ? ଦାର୍ଶନିକମାନେ କହନ୍ତି ମନର ସୌନ୍ଦର୍ଯ୍ୟ ହିଁ ସ୍ଥାୟୀ। ବାହ୍ୟ ରୂପ ସମୟ ସହ ମଳିନ ହୋଇଯାଏ, କିନ୍ତୁ ଚରିତ୍ର ଓ ସଦ୍ଗୁଣ ଚିରକାଳ ଉଜ୍ଜ୍ୱଳ ରହେ। ଇତିହାସରେ ଯେଉଁ ମହାପୁରୁଷମାନେ ଅମର ହୋଇଛନ୍ତି ସେମାନେ ରୂପ ପାଇଁ ନୁହେଁ, କର୍ମ ପାଇଁ ସ୍ମରଣୀୟ। ଗାନ୍ଧିଜୀ, ବିବେକାନନ୍ଦ, ମଦର ଟେରେସା—ସମସ୍ତେ ସରଳ ଜୀବନଯାପନ କରୁଥିଲେ। ତଥାପି ସେମାନଙ୍କ ବ୍ୟକ୍ତିତ୍ୱର ଆକର୍ଷଣ ଅସାଧାରଣ ଥିଲା। ଆଜିର ସମାଜରେ ଯୁବକ ଯୁବତୀମାନେ ରୂପ ପାଇଁ ଅତ୍ୟଧିକ ଚିନ୍ତିତ। ସାମାଜିକ ଗଣମାଧ୍ୟମରେ ଫଟୋ ଅପଲୋଡ କରିବା ଓ ଲାଇକ୍ ଗଣିବା ଏକ ଅଭ୍ୟାସ ପାଲଟିଛି। ଏହା ମାନସିକ ଚାପ ଓ ହୀନମନ୍ୟତା ସୃଷ୍ଟି କରୁଛି। (6, 863, 476, 1026)
answer-cell: 9 (1420, 1966, 1438, 1979)
sudoku-cell[interactable]: 8 (1452, 1556, 1486, 1598)
sudoku-cell[interactable] (1178, 1720, 1212, 1738)
sudoku-cell[interactable]: 4 (1383, 1617, 1417, 1659)
grey-bar (90, 2306, 104, 2326)
answer-cell: 6 (1455, 1940, 1473, 1953)
answer-cell: 4 (1331, 1953, 1349, 1966)
sudoku-cell[interactable]: 5 (1315, 1677, 1349, 1720)
sudoku-cell[interactable] (1212, 1556, 1246, 1598)
rupara-contact: ମୋ-୯୪୩୭୦୬୦୨୯୪ (1069, 1104, 1158, 1117)
sudoku-cell[interactable] (1349, 1659, 1383, 1677)
sudoku-cell[interactable]: 1 (1418, 1514, 1452, 1556)
column-rule (1164, 6, 1165, 2256)
print-registration-marks (0, 2300, 1500, 2333)
answer-cell: 5 (1349, 1953, 1367, 1966)
answer-cell: 9 (1367, 1901, 1385, 1914)
bijaya-col4-text: ଏହି ଦିନ ସମଗ୍ର ଦେଶ ଶହୀଦଙ୍କୁ ଶ୍ରଦ୍ଧାଞ୍ଜଳି ଅର୍ପଣ କରେ। ନୂଆଦିଲ୍ଲୀର ଅମର ଜବାନ ଜ୍ୟୋତିରେ ତିନି ସେନାର ମୁଖ୍ୟ ପୁଷ୍ପମାଲ୍ୟ ଅର୍ପଣ କରନ୍ତି। ୧୯୭୧ର ଯୁଦ୍ଧ ଭାରତର ସାମରିକ ଶକ୍ତି ଓ କୂଟନୈତିକ ଦୂରଦର୍ଶିତାର ପ୍ରମାଣ। ଏହା ପ୍ରମାଣ କରିଥିଲା ଯେ ମାନବିକତା ପାଇଁ ଭାରତ ଯେକୌଣସି ଚ୍ୟାଲେଞ୍ଜର ମୁକାବିଲା କରିପାରେ। ଆଜିର ଯୁବପିଢ଼ି ଏହି ଗୌରବମୟ ଇତିହାସରୁ ପ୍ରେରଣା ନେଇ ଦେଶସେବାରେ ଆଗେଇ ଆସିବା ଉଚିତ। ବିଜୟ ଦିବସ କେବଳ ଉତ୍ସବ ନୁହେଁ, ଏହା ଆତ୍ମସମ୍ମାନର ପ୍ରତୀକ। (902, 1665, 1158, 1828)
sudoku-cell[interactable]: 2 (1315, 1514, 1349, 1556)
sudoku-rules (1172, 1856, 1322, 2166)
sudoku-footer: ଅଙ୍କ ବାକ୍ସରେ ଦିଆଯାଇଥିବା ସଂଖ୍ୟାକୁ ଆଧାର କରି ବାକି ଘରଗୁଡ଼ିକ ଭରନ୍ତୁ। କେବଳ ଗୋଟିଏ ଉତ୍ତର ସମ୍ଭବ। (1172, 2171, 1492, 2199)
answer-cell: 1 (1455, 1966, 1473, 1979)
sudoku-cell[interactable]: 9 (1315, 1617, 1349, 1659)
pathaka-label: ପାଠକ ଶ୍ରେଷ୍ଠ ବିଚାରକ (1224, 366, 1494, 404)
poem-line: ତଳଉଛ ଶୋରର ତୃଷାର (17, 101, 125, 115)
sudoku-cell[interactable]: 5 (1315, 1738, 1349, 1780)
answer-cell: 7 (1367, 1966, 1385, 1979)
answer-cell: 1 (1420, 1888, 1438, 1901)
answer-cell: 1 (1402, 1979, 1420, 1992)
sudoku-cell[interactable] (1281, 1738, 1315, 1780)
sudoku-cell[interactable] (1246, 1659, 1280, 1677)
answer-cell: 8 (1455, 1914, 1473, 1927)
rupara-right-text: କିଛି ସମୟ ପରେ କରି ଦର୍ପଣ ଆଗରେ ଠିଆ ହେଲେ ଆମେ ଆମ ପ୍ରକୃତ ରୂପକୁ ଚିହ୍ନିବା। ଲୋକକଥାରେ ରହିଛି ଯେ ଏକ ରାଜକୁମାରୀ ନିଜ ରୂପର ଅହଂକାରରେ ସମସ୍ତଙ୍କୁ ଅବହେଳା କରୁଥିଲା। ଶେଷରେ ସେ ଏକାକୀ ହୋଇପଡ଼ିଲା। ଏହି କାହାଣୀ ଆମକୁ ଶିଖାଏ ଯେ ଅହଂକାର ପତନର କାରଣ। ଆମ ଶାସ୍ତ୍ର କହେ—ବିଦ୍ୟା ଦଦାତି ବିନୟମ୍। ବିନୟୀ ମଣିଷ ହିଁ ପ୍ରକୃତରେ ସୁନ୍ଦର। ଦୟା, କ୍ଷମା, ସହନଶୀଳତା ଓ ସତ୍ୟନିଷ୍ଠା ଆମ ଚରିତ୍ରର ଅଳଙ୍କାର। ଏହି ଗୁଣଗୁଡ଼ିକ ଆମକୁ ସମାଜରେ ସମ୍ମାନ ଦିଏ। ରୂପର ମୋହ ତ୍ୟାଗ କରି ଗୁଣର ଉପାସନା କଲେ ଜୀବନ ସାର୍ଥକ ହେବ। (830, 967, 1158, 1097)
cyan-mark (263, 2306, 283, 2326)
sudoku-cell[interactable]: 8 (1246, 1617, 1280, 1659)
contact-line: ସମ୍ପାଦକ, ଧରିତ୍ରୀ, (1286, 1162, 1378, 1176)
poem-line: ମଣିଷଟି ଚିହ୍ନି ଆସେ ଭୂଲ (17, 61, 133, 75)
bijaya-text-1 (6, 1612, 366, 1798)
answer-cell: 1 (1349, 1901, 1367, 1914)
contact-line: ପାଠକ ଶ୍ରେଷ୍ଠ ବିଚାରକ ସ୍ତମ୍ଭ ପାଇଁ ଚିଠି ପଠାଇବାର ଠିକଣା: (1194, 1146, 1470, 1160)
answer-cell: 8 (1384, 1901, 1402, 1914)
answer-cell: 9 (1402, 1888, 1420, 1901)
column-rule (372, 1660, 373, 2254)
sudoku-cell[interactable]: 4 (1212, 1514, 1246, 1556)
sudoku-logo: su do ku (1172, 1454, 1331, 1486)
poem-line: ବୁଝାଇଲ ନର ମଳସ ! (17, 161, 116, 175)
grey-bar (940, 2306, 954, 2326)
sudoku-cell[interactable] (1452, 1780, 1486, 1822)
sudoku-cell[interactable] (1383, 1677, 1417, 1720)
answer-cell: 4 (1473, 1901, 1491, 1914)
sudoku-cell[interactable] (1212, 1659, 1246, 1677)
sudoku-cell[interactable] (1178, 1780, 1212, 1822)
sudoku-cell[interactable]: 6 (1418, 1738, 1452, 1780)
answer-cell: 8 (1438, 1966, 1456, 1979)
answer-cell: 5 (1331, 1914, 1349, 1927)
column-rule (896, 1660, 897, 2254)
bijaya-contact: ଅପାର୍ଟମେଣ୍ଟ-୫, ସୁବିଙ୍ଗ ଶ, ଭୁବନେଶ୍ୱର, ମୋ-୯୪୩୭୭୩୬୪୧୯୮ (872, 2262, 1158, 2275)
answer-cell: 2 (1331, 1901, 1349, 1914)
quote-text: ଆମେ ନିଜକୁ ଭଗବାନ ମନେକରିବା ଉଚିତ। କାରଣ, ଭଗବାନ ଆମକୁ ସକଳ ବସ୍ତୁ ସୃଷ୍ଟି ଦେଇଛନ୍ତି। ଏବଂ ତାହାରି ବଳରେ ଆମେ ଯାହା କିଛି ସୁନ୍ଦର, ମଙ୍ଗଳମୟ ଓ ସତ୍ୟ-ସେସବୁକୁ ଧ୍ୱଂସ ବା ବିପଦ ମୁଖରୁ ରକ୍ଷା କରିବାକୁ ସମର୍ଥ ହେବା। (363, 14, 952, 44)
answer-cell: 4 (1402, 1966, 1420, 1979)
lead-headline: ଚରିତ୍ର ପରିବର୍ତ୍ତନ (378, 74, 1016, 173)
contact-line: ବି-୧୫, ଇଣ୍ଡଷ୍ଟ୍ରିଆଲ ଏଷ୍ଟେଟ, ଭୁବନେଶ୍ୱର-୭୫୧୦୧୦ (1206, 1178, 1458, 1192)
sudoku-cell[interactable] (1281, 1720, 1315, 1738)
answer-cell: 2 (1384, 1966, 1402, 1979)
letter-byline: ସୁଶାନ୍ତ କୁମାର ମିଶ୍ର, ଗୋପାଳପୁର, ଗଞ୍ଜାମ (1297, 558, 1492, 571)
satarka-heading: ସତର୍କ ଘଣ୍ଟି (63, 386, 167, 412)
sudoku-cell[interactable] (1178, 1617, 1212, 1659)
quote-box (350, 6, 1062, 64)
sudoku-cell[interactable] (1383, 1598, 1417, 1617)
answer-cell: 3 (1367, 1940, 1385, 1953)
sudoku-cell[interactable] (1315, 1720, 1349, 1738)
poem-source: (ପୌଷ-ମଳୟ) (84, 184, 146, 197)
bijaya-col4 (902, 1664, 1158, 2254)
sudoku-cell[interactable] (1418, 1720, 1452, 1738)
pachisha-title: ପଚିଶ ବର୍ଷ ତଳର ଧରିତ୍ରୀ (1277, 1336, 1382, 1377)
answer-cell: 9 (1455, 1875, 1473, 1888)
answer-cell: 9 (1438, 1940, 1456, 1953)
sudoku-cell[interactable] (1452, 1677, 1486, 1720)
color-marks (260, 2306, 364, 2330)
poem-author: –କାଳିନ୍ଦୀ ଚରଣ ପାଣିଗ୍ରାହୀ (90, 202, 213, 216)
temple-image (135, 285, 219, 369)
sudoku-cell[interactable] (1246, 1677, 1280, 1720)
answer-cell: 6 (1420, 1875, 1438, 1888)
answer-cell: 4 (1384, 1888, 1402, 1901)
sudoku-cell[interactable] (1212, 1780, 1246, 1822)
answer-cell: 6 (1384, 1953, 1402, 1966)
dropcap: ପ୍ର (6, 858, 73, 909)
answer-cell: 5 (1473, 1966, 1491, 1979)
cyan-mark (703, 2306, 723, 2326)
answer-cell: 3 (1349, 1966, 1367, 1979)
answer-cell: 5 (1384, 1979, 1402, 1992)
hakara-article (1172, 52, 1492, 356)
grey-bar (510, 2306, 524, 2326)
letter-title: ଓ ଫର୍ ଆପଲ (1275, 412, 1389, 436)
sudoku-cell[interactable] (1212, 1720, 1246, 1738)
answer-cell: 7 (1402, 1953, 1420, 1966)
bijaya-col1 (6, 1612, 366, 2256)
